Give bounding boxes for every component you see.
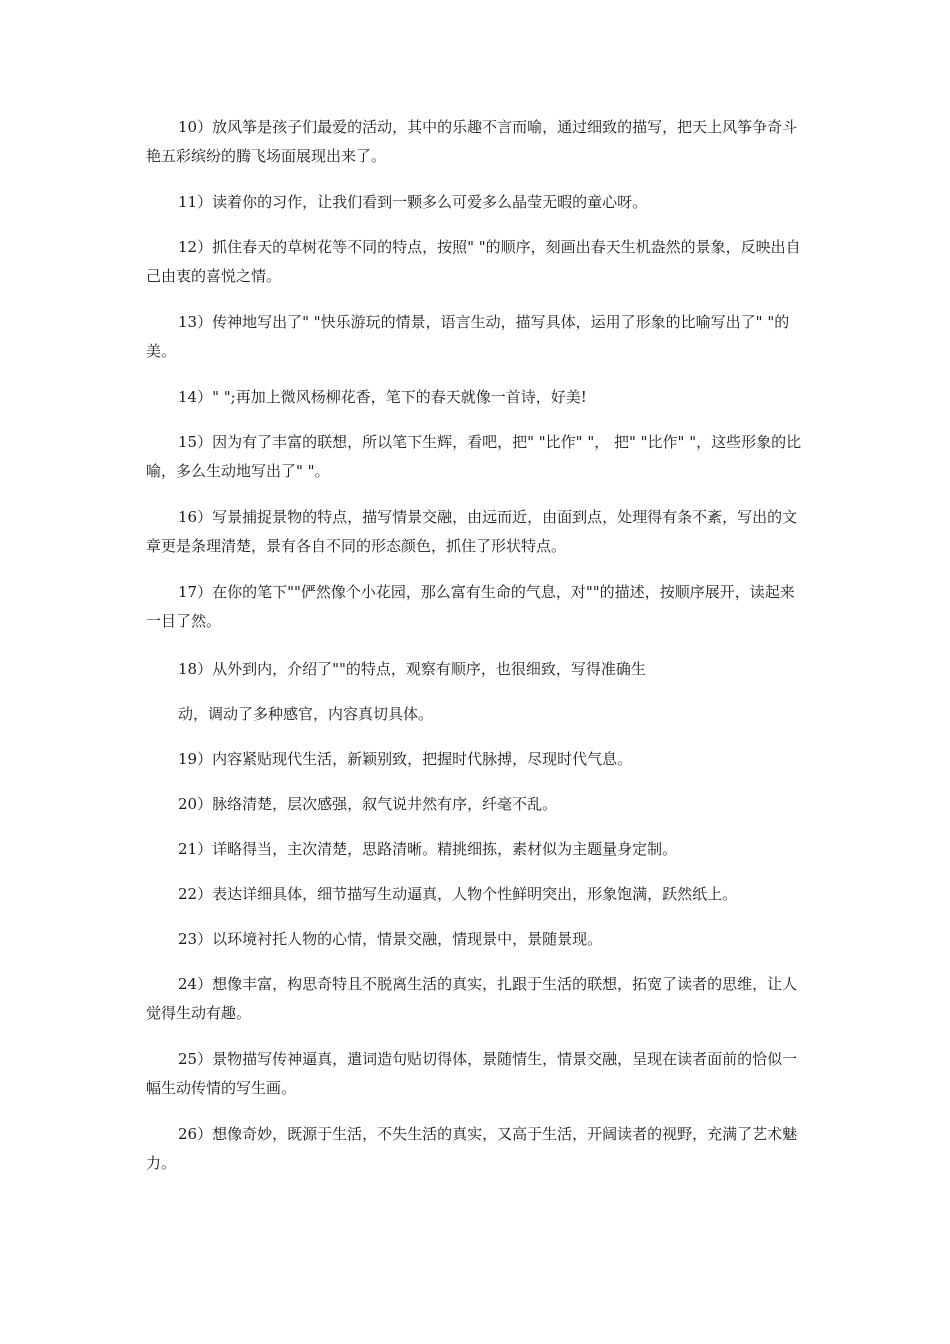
paragraph-14: 14）" ";再加上微风杨柳花香，笔下的春天就像一首诗，好美! — [178, 388, 587, 406]
paragraph-24: 24）想像丰富，构思奇特且不脱离生活的真实，扎跟于生活的联想，拓宽了读者的思维，让人觉得生动有趣。 — [146, 975, 798, 1022]
paragraph-17: 17）在你的笔下""俨然像个小花园，那么富有生命的气息，对""的描述，按顺序展开，读起来一目了然。 — [146, 583, 795, 630]
paragraph-19: 19）内容紧贴现代生活，新颖别致，把握时代脉搏，尽现时代气息。 — [178, 750, 633, 768]
paragraph-16: 16）写景捕捉景物的特点，描写情景交融，由远而近，由面到点，处理得有条不紊，写出的文章更是条理清楚，景有各自不同的形态颜色，抓住了形状特点。 — [146, 508, 798, 555]
paragraph-20: 20）脉络清楚，层次感强，叙气说井然有序，纤毫不乱。 — [178, 795, 558, 813]
paragraph-23: 23）以环境衬托人物的心情，情景交融，情现景中，景随景现。 — [178, 930, 603, 948]
paragraph-15: 15）因为有了丰富的联想，所以笔下生辉，看吧，把" "比作" "， 把" "比作" "，这些形象的比喻，多么生动地写出了" "。 — [146, 433, 802, 480]
paragraph-18: 18）从外到内，介绍了""的特点，观察有顺序，也很细致，写得准确生 — [178, 660, 646, 678]
paragraph-18-continued: 动，调动了多种感官，内容真切具体。 — [178, 705, 434, 723]
paragraph-21: 21）详略得当，主次清楚，思路清晰。精挑细拣，素材似为主题量身定制。 — [178, 840, 678, 858]
paragraph-11: 11）读着你的习作，让我们看到一颗多么可爱多么晶莹无暇的童心呀。 — [178, 193, 648, 211]
paragraph-13: 13）传神地写出了" "快乐游玩的情景，语言生动，描写具体，运用了形象的比喻写出了" "的美。 — [146, 313, 790, 360]
paragraph-12: 12）抓住春天的草树花等不同的特点，按照" "的顺序，刻画出春天生机盎然的景象，反映出自己由衷的喜悦之情。 — [146, 238, 801, 285]
paragraph-26: 26）想像奇妙，既源于生活，不失生活的真实，又高于生活，开阔读者的视野，充满了艺术魅力。 — [146, 1125, 798, 1172]
paragraph-10: 10）放风筝是孩子们最爱的活动，其中的乐趣不言而喻，通过细致的描写，把天上风筝争奇斗艳五彩缤纷的腾飞场面展现出来了。 — [146, 118, 798, 165]
paragraph-25: 25）景物描写传神逼真，遣词造句贴切得体，景随情生，情景交融，呈现在读者面前的恰似一幅生动传情的写生画。 — [146, 1050, 798, 1097]
paragraph-22: 22）表达详细具体，细节描写生动逼真，人物个性鲜明突出，形象饱满，跃然纸上。 — [178, 885, 738, 903]
